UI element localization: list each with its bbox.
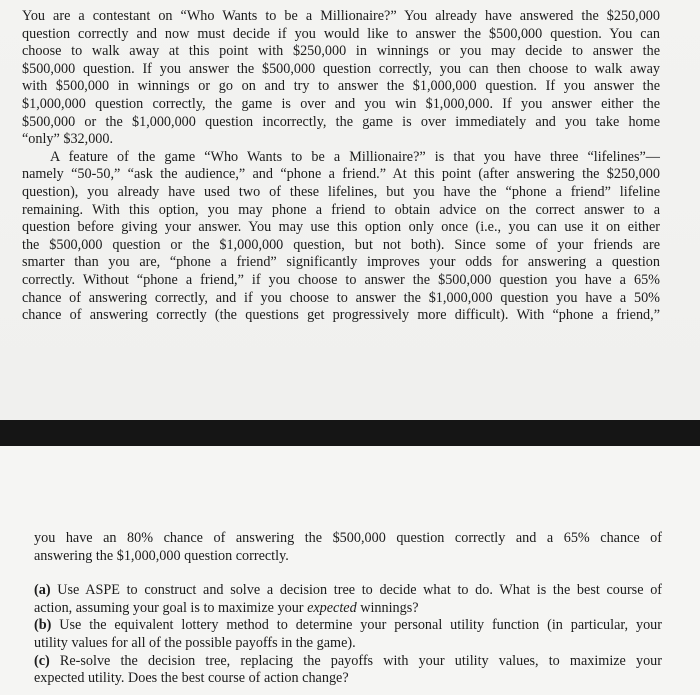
question-text: Use ASPE to construct and solve a decision tree to decide what to do. What is the best course of <box>57 582 663 599</box>
text-line: namely “50-50,” “ask the audience,” and “phone a friend.” At this point (after answering the $250,000 <box>22 166 660 183</box>
question-c <box>34 653 662 671</box>
page-divider-band <box>0 420 700 446</box>
question-text: action, assuming your goal is to maximize your <box>34 599 304 616</box>
text-line: smarter than you are, “phone a friend” significantly improves your odds for answering a question <box>22 254 660 271</box>
text-line: question), you already have used two of these lifelines, but you have the “phone a friend” lifeline <box>22 183 660 200</box>
question-text: Re-solve the decision tree, replacing the payoffs with your utility values, to maximize your <box>59 652 663 669</box>
question-b-cont: utility values for all of the possible payoffs in the game). <box>34 634 356 651</box>
text-line: chance of answering correctly, and if you choose to answer the $1,000,000 question you have a 50% <box>22 289 660 306</box>
question-label: (b) <box>34 617 52 634</box>
text-line: chance of answering correctly (the questions get progressively more difficult). With “phone a friend,” <box>22 307 660 324</box>
problem-continuation <box>34 530 662 688</box>
text-line: A feature of the game “Who Wants to be a Millionaire?” is that you have three “lifelines”— <box>50 148 660 165</box>
question-c-cont: expected utility. Does the best course of action change? <box>34 670 349 687</box>
text-line: $500,000 or the $1,000,000 question incorrectly, the game is over immediately and you take home <box>22 113 660 130</box>
text-line: You are a contestant on “Who Wants to be a Millionaire?” You already have answered the $250,000 <box>22 8 660 24</box>
text-line: choose to walk away at this point with $250,000 in winnings or you may decide to answer the <box>22 43 660 60</box>
text-line: with $500,000 in winnings or go on and try to answer the $1,000,000 question. If you answer the <box>22 78 660 95</box>
text-line: you have an 80% chance of answering the $500,000 question correctly and a 65% chance of <box>34 530 662 546</box>
text-line: answering the $1,000,000 question correctly. <box>34 547 289 564</box>
text-line: $1,000,000 question correctly, the game is over and you win $1,000,000. If you answer either the <box>22 95 660 112</box>
question-a <box>34 582 662 600</box>
question-b <box>34 617 662 635</box>
text-line: the $500,000 question or the $1,000,000 question, but not both). Since some of your friends are <box>22 236 660 253</box>
question-text: Use the equivalent lottery method to determine your personal utility function (in particular, your <box>59 617 662 634</box>
text-line: question before giving your answer. You may use this option only once (i.e., you can use it on either <box>22 219 660 236</box>
question-emphasis: expected <box>307 599 357 616</box>
question-a-cont <box>34 600 662 618</box>
text-line: $500,000 question. If you answer the $500,000 question correctly, you can then choose to walk away <box>22 60 660 77</box>
text-line: correctly. Without “phone a friend,” if you choose to answer the $500,000 question you have a 65% <box>22 271 660 288</box>
text-line: “only” $32,000. <box>22 131 114 148</box>
question-label: (c) <box>34 652 50 669</box>
question-text: winnings? <box>360 599 419 616</box>
question-label: (a) <box>34 582 51 599</box>
text-line: remaining. With this option, you may phone a friend to obtain advice on the correct answer to a <box>22 201 660 218</box>
problem-intro-paragraph <box>22 8 660 325</box>
text-line: question correctly and now must decide if you would like to answer the $500,000 question. You can <box>22 25 660 42</box>
